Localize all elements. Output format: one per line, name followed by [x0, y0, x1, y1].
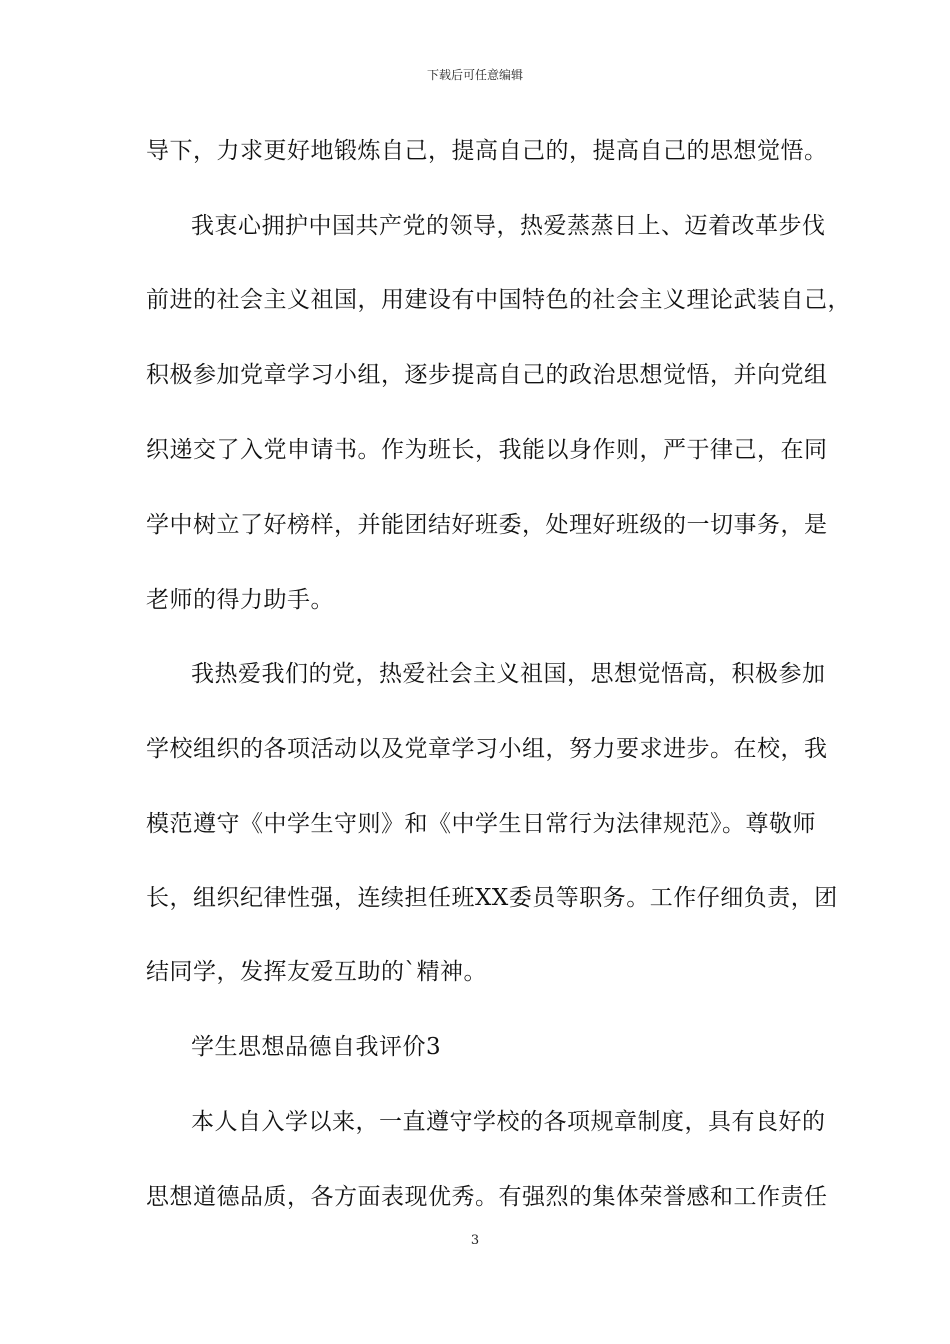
text-line: 思想道德品质，各方面表现优秀。有强烈的集体荣誉感和工作责任: [146, 1184, 828, 1210]
text-line: 长，组织纪律性强，连续担任班XX委员等职务。工作仔细负责，团: [146, 885, 838, 911]
text-line: 结同学，发挥友爱互助的`精神。: [146, 959, 487, 985]
text-line: 我衷心拥护中国共产党的领导，热爱蒸蒸日上、迈着改革步伐: [191, 213, 826, 239]
page-number: 3: [470, 1233, 480, 1248]
text-line: 模范遵守《中学生守则》和《中学生日常行为法律规范》。尊敬师: [146, 811, 816, 837]
section-heading: 学生思想品德自我评价3: [191, 1034, 442, 1060]
page-header: 下载后可任意编辑: [426, 68, 523, 82]
text-line: 织递交了入党申请书。作为班长，我能以身作则，严于律己，在同: [146, 437, 828, 463]
text-line: 学校组织的各项活动以及党章学习小组，努力要求进步。在校，我: [146, 736, 828, 762]
text-line: 前进的社会主义祖国，用建设有中国特色的社会主义理论武装自己，: [146, 287, 851, 313]
text-line: 积极参加党章学习小组，逐步提高自己的政治思想觉悟，并向党组: [146, 362, 828, 388]
text-line: 学中树立了好榜样，并能团结好班委，处理好班级的一切事务，是: [146, 512, 828, 538]
text-line: 我热爱我们的党，热爱社会主义祖国，思想觉悟高，积极参加: [191, 661, 826, 687]
text-line: 导下，力求更好地锻炼自己，提高自己的，提高自己的思想觉悟。: [146, 138, 828, 164]
text-line: 老师的得力助手。: [146, 587, 334, 613]
text-line: 本人自入学以来，一直遵守学校的各项规章制度，具有良好的: [191, 1109, 826, 1135]
